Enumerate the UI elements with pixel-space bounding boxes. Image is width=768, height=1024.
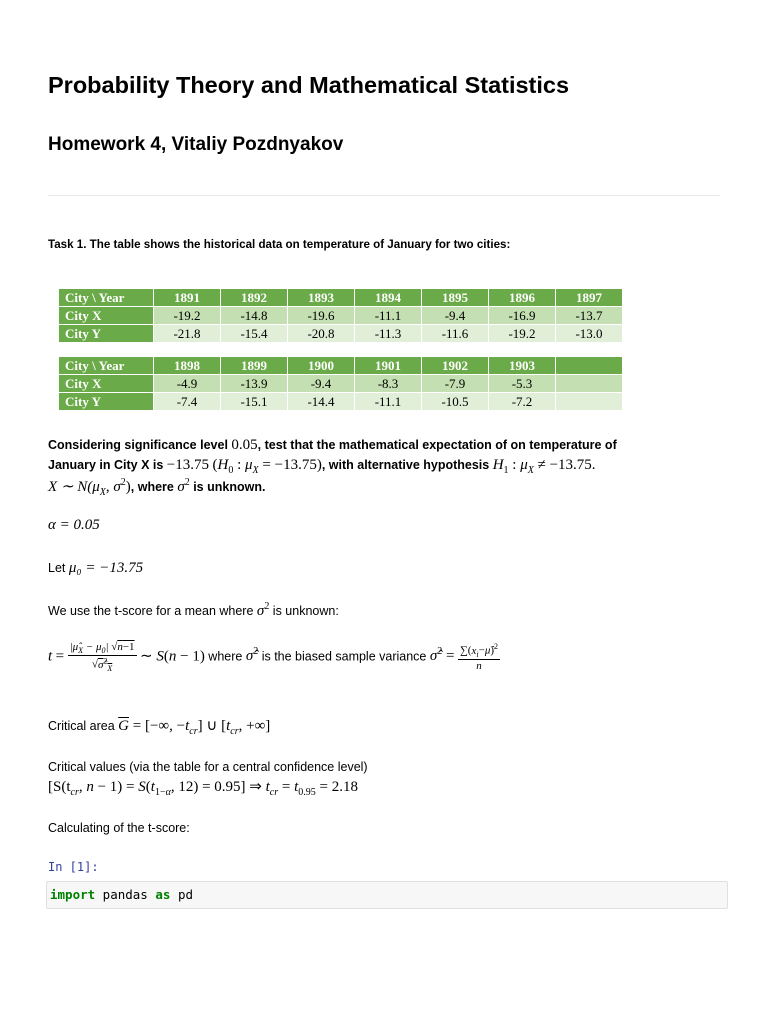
code-text: import pandas as pd [50, 887, 194, 902]
header-year-cell: 1893 [288, 289, 355, 307]
value-cell: -11.1 [355, 393, 422, 411]
value-cell: -14.8 [221, 307, 288, 325]
code-cell[interactable] [46, 881, 728, 909]
value-cell: -19.6 [288, 307, 355, 325]
value-cell: -7.4 [154, 393, 221, 411]
value-cell: -21.8 [154, 325, 221, 343]
header-year-cell: 1898 [154, 357, 221, 375]
value-cell: -15.4 [221, 325, 288, 343]
header-year-cell: 1899 [221, 357, 288, 375]
value-cell [556, 393, 623, 411]
page-title: Probability Theory and Mathematical Statistics [48, 72, 570, 98]
value-cell: -9.4 [288, 375, 355, 393]
header-year-cell: 1892 [221, 289, 288, 307]
value-cell: -16.9 [489, 307, 556, 325]
temperature-table-1 [58, 288, 623, 343]
header-year-cell: 1894 [355, 289, 422, 307]
table-row [59, 393, 623, 411]
header-year-cell: 1902 [422, 357, 489, 375]
value-cell: -10.5 [422, 393, 489, 411]
value-cell: -11.6 [422, 325, 489, 343]
let-line: Let μ₀ = −13.75 [48, 560, 144, 576]
critical-values-expr: [$S(t_{cr}$, $n - 1) = S(t_{1-\alpha}$, 12) = 0.95] ⇒ $t_{cr} = t_{0.95} = 2.18$ [48, 779, 358, 798]
header-year-cell: 1903 [489, 357, 556, 375]
value-cell: -20.8 [288, 325, 355, 343]
table-header-row [59, 289, 623, 307]
value-cell [556, 375, 623, 393]
header-year-cell: 1896 [489, 289, 556, 307]
header-corner-cell: City \ Year [59, 357, 154, 375]
value-cell: -9.4 [422, 307, 489, 325]
value-cell: -19.2 [154, 307, 221, 325]
row-label-cell: City Y [59, 325, 154, 343]
header-year-cell: 1895 [422, 289, 489, 307]
header-year-cell: 1897 [556, 289, 623, 307]
header-corner-cell: City \ Year [59, 289, 154, 307]
value-cell: -4.9 [154, 375, 221, 393]
table-row [59, 307, 623, 325]
divider [48, 195, 720, 196]
value-cell: -11.1 [355, 307, 422, 325]
cell-prompt: In [1]: [48, 860, 99, 874]
problem-line-3: X ∼ $N(\mu_X$, $\sigma^2$), where $\sigma^2$ is unknown. [48, 477, 266, 498]
temperature-table-2 [58, 356, 623, 411]
value-cell: -7.2 [489, 393, 556, 411]
value-cell: -8.3 [355, 375, 422, 393]
value-cell: -13.7 [556, 307, 623, 325]
table-row [59, 325, 623, 343]
problem-line-2: January in City X is −13.75 ($H_0$ : $\mu_X = -13.75$), with alternative hypothesis $H_1$ : $\mu_X \ne -13.75$. [48, 457, 596, 476]
header-year-cell: 1901 [355, 357, 422, 375]
header-year-cell: 1900 [288, 357, 355, 375]
tscore-formula: t = $\frac{|\mû_X - \mu_0| √n-1}{√\sigmâ^2_X}$ ∼ S(n − 1) where σ̂$^2$ is the biased sample variance σ̂$^2$ = $\frac{\sum(x_i-\mû)^2}{n}$ [48, 641, 499, 674]
tscore-intro: We use the t-score for a mean where $\sigma^2$ is unknown: [48, 601, 339, 619]
row-label-cell: City X [59, 307, 154, 325]
page-subtitle: Homework 4, Vitaliy Pozdnyakov [48, 134, 344, 155]
value-cell: -11.3 [355, 325, 422, 343]
value-cell: -14.4 [288, 393, 355, 411]
value-cell: -5.3 [489, 375, 556, 393]
row-label-cell: City X [59, 375, 154, 393]
table-header-row [59, 357, 623, 375]
value-cell: -13.0 [556, 325, 623, 343]
calc-label: Calculating of the t-score: [48, 821, 190, 835]
alpha-line: α = 0.05 [48, 517, 100, 533]
critical-area: Critical area $\overline{G}$ = [−∞, $-t_{cr}$] ∪ [$t_{cr}$, +∞] [48, 718, 271, 737]
value-cell: -7.9 [422, 375, 489, 393]
problem-line-1: Considering significance level 0.05, test that the mathematical expectation of on temperature of [48, 437, 617, 453]
critical-values-label: Critical values (via the table for a central confidence level) [48, 760, 368, 774]
task-heading: Task 1. The table shows the historical data on temperature of January for two cities: [48, 238, 511, 251]
header-year-cell: 1891 [154, 289, 221, 307]
value-cell: -13.9 [221, 375, 288, 393]
header-year-cell [556, 357, 623, 375]
value-cell: -15.1 [221, 393, 288, 411]
table-row [59, 375, 623, 393]
row-label-cell: City Y [59, 393, 154, 411]
value-cell: -19.2 [489, 325, 556, 343]
